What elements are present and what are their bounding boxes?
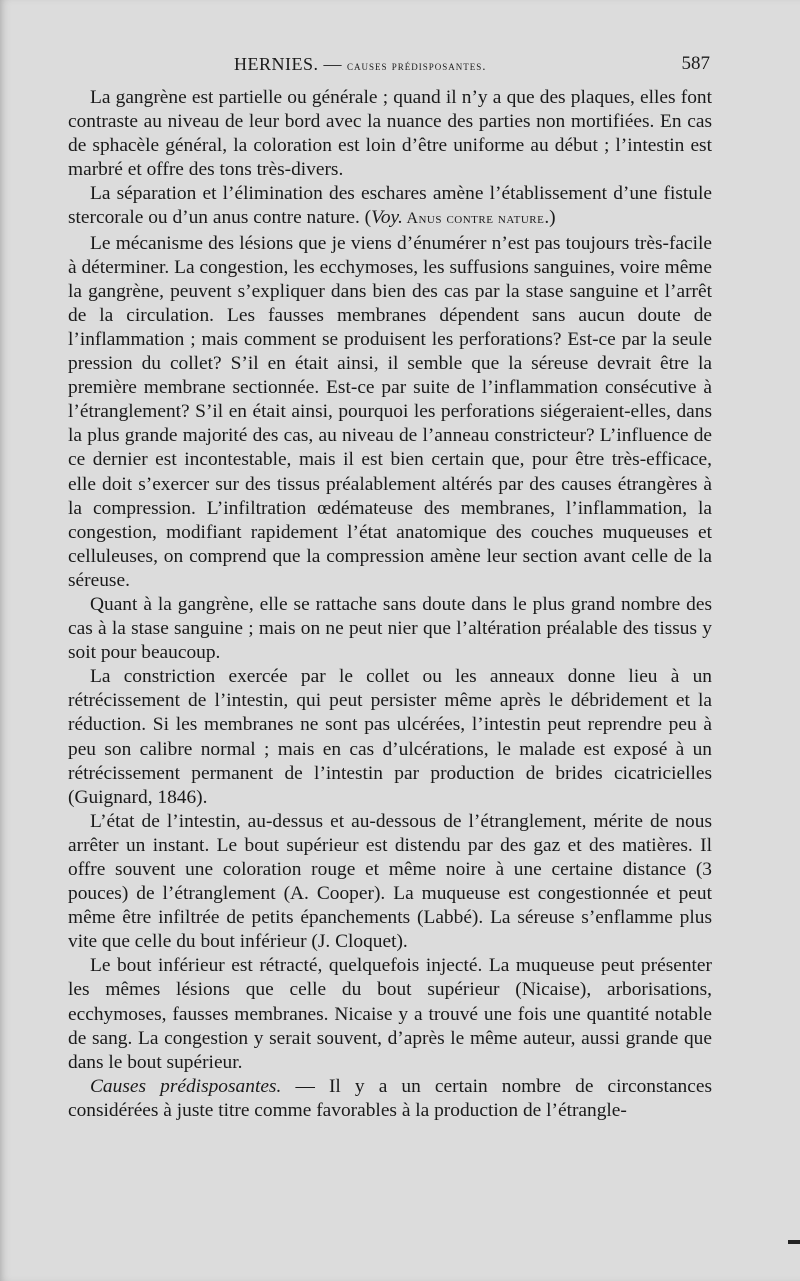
body-text — [68, 86, 712, 1123]
paragraph-gangrene-types: La gangrène est partielle ou générale ; quand il n’y a que des plaques, elles font contraste au niveau de leur bord avec la nuance des parties non mortifiées. En cas de sphacèle général, la coloration est loin d’être uniforme au début ; l’intestin est marbré et offre des tons très-divers. — [68, 87, 712, 181]
voy-reference: Voy. — [371, 207, 403, 229]
paragraph-eschars-text: La séparation et l’élimination des eschares amène l’établissement d’une fistule stercorale ou d’un anus contre nature. ( — [68, 183, 712, 229]
paragraph-predisposing-causes — [68, 1075, 712, 1123]
cross-reference-anus-contre-nature: Anus contre nature — [402, 210, 545, 228]
page-number: 587 — [681, 53, 710, 74]
paragraph-constriction: La constriction exercée par le collet ou les anneaux donne lieu à un rétrécissement de l’intestin, qui peut persister même après le débridement et la réduction. Si les membranes ne sont pas ulcérées, l’intestin peut reprendre peu à peu son calibre normal ; mais en cas d’ulcérations, le malade est exposé à un rétrécissement permanent de l’intestin par production de brides cicatricielles (Guignard, 1846). — [68, 666, 712, 808]
running-title-main: HERNIES. — [234, 54, 319, 74]
section-heading-predisposing-causes: Causes prédisposantes. — [90, 1075, 282, 1097]
paragraph-predisposing-causes-text: — Il y a un certain nombre de circonstances considérées à juste titre comme favorables à la production de l’étrangle- — [68, 1075, 712, 1121]
running-title-dash: — — [318, 54, 347, 74]
paragraph-upper-segment: L’état de l’intestin, au-dessus et au-dessous de l’étranglement, mérite de nous arrêter un instant. Le bout supérieur est distendu par des gaz et des matières. Il offre souvent une coloration rouge et même noire à une certaine distance (3 pouces) de l’étranglement (A. Cooper). La muqueuse est congestionnée et peut même être infiltrée de petits épanchements (Labbé). La séreuse s’enflamme plus vite que celle du bout inférieur (J. Cloquet). — [68, 810, 712, 953]
scan-edge-mark — [788, 1240, 800, 1244]
running-title — [234, 50, 487, 80]
running-title-sub: causes prédisposantes. — [347, 58, 487, 73]
paragraph-lower-segment: Le bout inférieur est rétracté, quelquefois injecté. La muqueuse peut présenter les mêmes lésions que celle du bout supérieur (Nicaise), arborisations, ecchymoses, fausses membranes. Nicaise y a trouvé une fois une quantité notable de sang. La congestion y serait souvent, d’après le même auteur, aussi grande que dans le bout supérieur. — [68, 955, 712, 1073]
running-header — [66, 50, 710, 78]
paragraph-gangrene-stasis: Quant à la gangrène, elle se rattache sans doute dans le plus grand nombre des cas à la stase sanguine ; mais on ne peut nier que l’altération préalable des tissus y soit pour beaucoup. — [68, 593, 712, 664]
paragraph-eschars-close: .) — [544, 207, 556, 229]
paragraph-eschars — [68, 182, 712, 231]
paragraph-mechanism: Le mécanisme des lésions que je viens d’énumérer n’est pas toujours très-facile à déterminer. La congestion, les ecchymoses, les suffusions sanguines, voire même la gangrène, peuvent s’expliquer dans bien des cas par la stase sanguine et l’arrêt de la circulation. Les fausses membranes dépendent sans aucun doute de l’inflammation ; mais comment se produisent les perforations? Est-ce par la seule pression du collet? S’il en était ainsi, il semble que la séreuse devrait être la première membrane sectionnée. Est-ce par suite de l’inflammation consécutive à l’étranglement? S’il en était ainsi, pourquoi les perforations siégeraient-elles, dans la plus grande majorité des cas, au niveau de l’anneau constricteur? L’influence de ce dernier est incontestable, mais il est bien certain que, pour être très-efficace, elle doit s’exercer sur des tissus préalablement altérés par des causes étrangères à la compression. L’infiltration œdémateuse des membranes, l’inflammation, la congestion, modifiant rapidement l’état anatomique des couches muqueuses et celluleuses, on comprend que la compression amène leur section avant celle de la séreuse. — [68, 232, 712, 591]
